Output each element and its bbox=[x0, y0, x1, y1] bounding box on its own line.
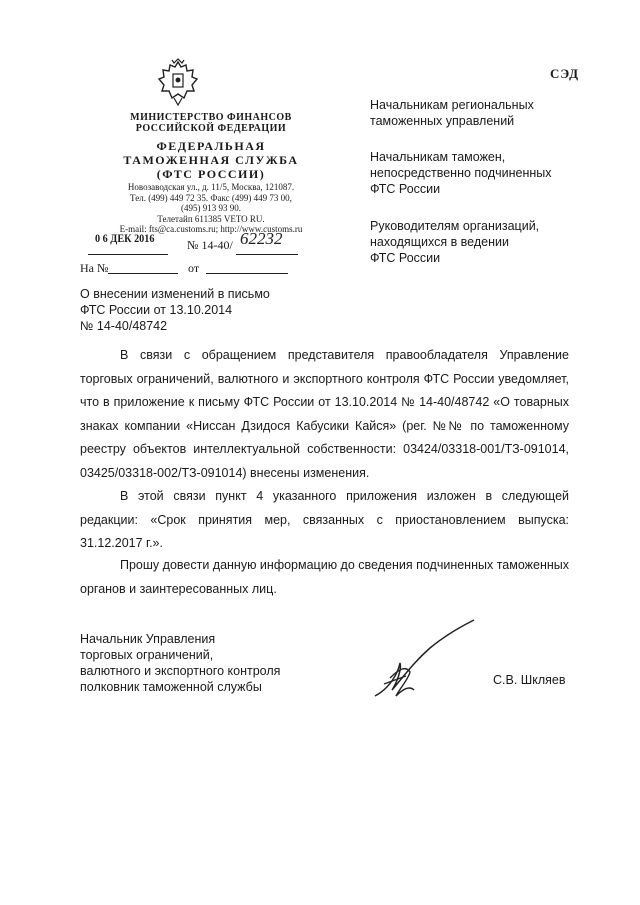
body-paragraph-1: В связи с обращением представителя правообладателя Управление торговых ограничений, валютного и экспортного контроля ФТС России уведомляет, что в приложение к письму ФТС России от 13.10.2014 № 14-40/48742 «О товарных знаках компании «Ниссан Дзидося Кабусики Кайся» (рег. №№ по таможенному реестру объектов интеллектуальной собственности: 03424/03318-001/ТЗ-091014, 03425/03318-002/ТЗ-091014) внесены изменения. bbox=[80, 348, 569, 480]
ref-number-label: На № bbox=[80, 261, 109, 275]
registration-number-prefix: № 14-40/ bbox=[187, 238, 233, 252]
ref-date-line bbox=[206, 273, 288, 274]
signer-name: С.В. Шкляев bbox=[493, 673, 566, 687]
corner-mark: СЭД bbox=[550, 66, 580, 81]
date-stamp: 0 6 ДЕК 2016 bbox=[95, 231, 155, 245]
letter-subject: О внесении изменений в письмо ФТС России от 13.10.2014 № 14-40/48742 bbox=[80, 287, 270, 333]
body-paragraph-2: В этой связи пункт 4 указанного приложения изложен в следующей редакции: «Срок принятия мер, связанных с приостановлением выпуска: 31.12.2017 г.». bbox=[80, 489, 569, 550]
body-paragraph-3: Прошу довести данную информацию до сведения подчиненных таможенных органов и заинтересованных лиц. bbox=[80, 558, 569, 596]
ref-from-label: от bbox=[188, 261, 200, 275]
ref-number-line bbox=[108, 273, 178, 274]
ministry-name: МИНИСТЕРСТВО ФИНАНСОВ РОССИЙСКОЙ ФЕДЕРАЦИИ bbox=[130, 112, 292, 134]
addressee-customs: Начальникам таможен, непосредственно подчиненных ФТС России bbox=[370, 150, 552, 196]
contact-info: Новозаводская ул., д. 11/5, Москва, 121087. Тел. (499) 449 72 35. Факс (499) 449 73 00, (495) 913 93 90. Телетайп 611385 VETO RU. E-mail: fts@ca.customs.ru; http://www.customs.ru bbox=[119, 182, 303, 234]
service-name: ФЕДЕРАЛЬНАЯ ТАМОЖЕННАЯ СЛУЖБА (ФТС РОССИИ) bbox=[123, 139, 299, 181]
addressee-organizations: Руководителям организаций, находящихся в ведении ФТС России bbox=[370, 219, 540, 265]
coat-of-arms-emblem bbox=[156, 58, 200, 108]
signer-position: Начальник Управления торговых ограничений, валютного и экспортного контроля полковник таможенной службы bbox=[80, 632, 281, 694]
number-underline bbox=[236, 254, 298, 255]
reference-row bbox=[80, 261, 108, 276]
date-underline bbox=[88, 254, 168, 255]
handwritten-signature bbox=[370, 618, 480, 703]
addressee-regional: Начальникам региональных таможенных управлений bbox=[370, 98, 534, 128]
registration-number-handwritten: 62232 bbox=[240, 229, 283, 248]
